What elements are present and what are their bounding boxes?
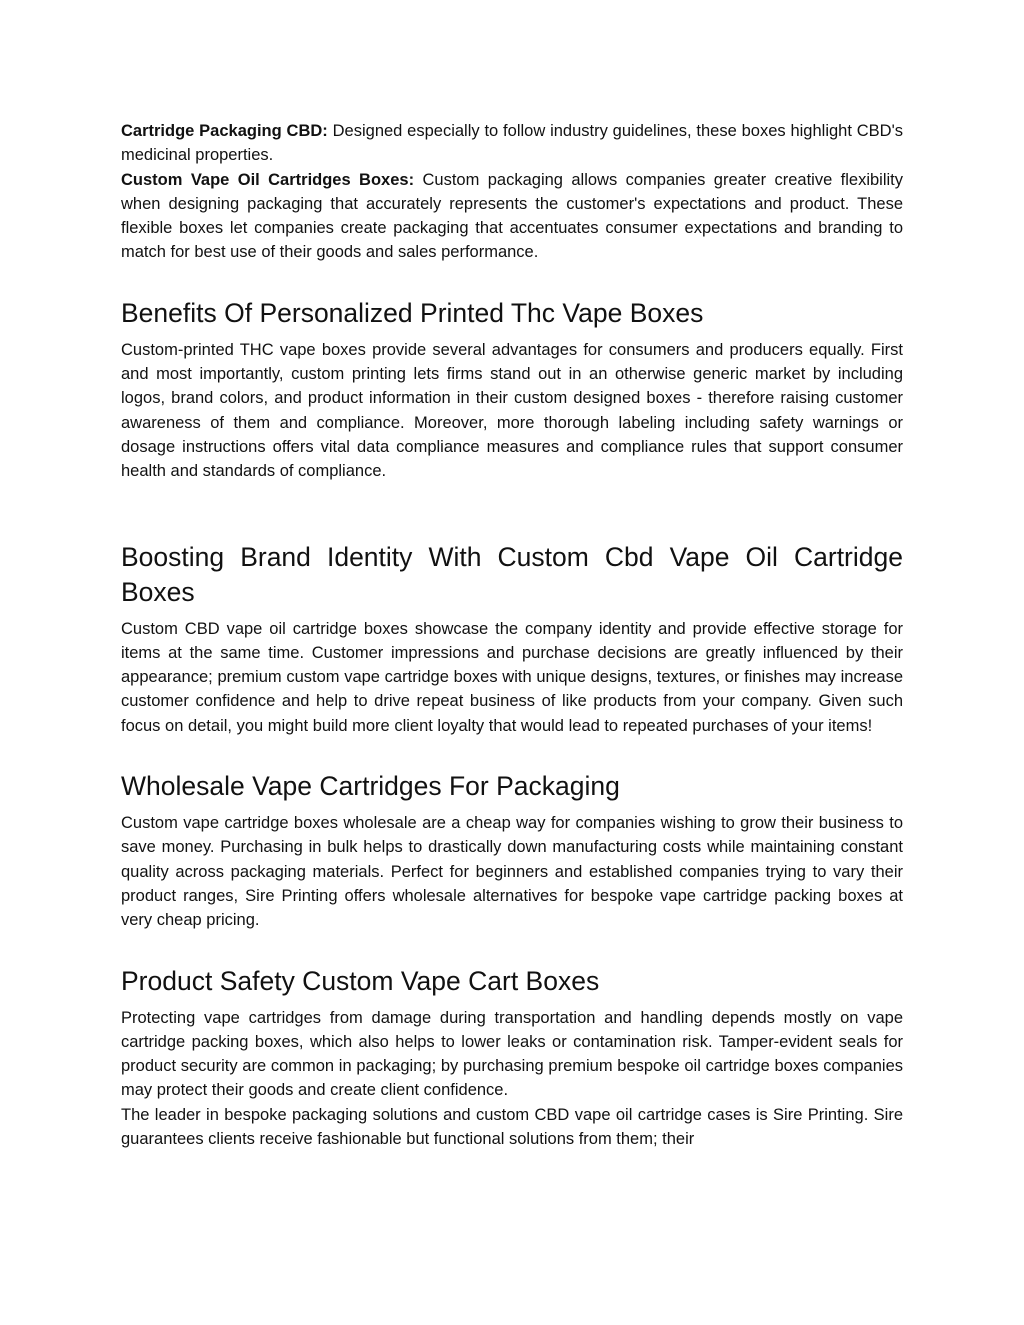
heading-brand-identity-line2: Boxes [121,576,195,607]
intro-paragraph-vape-oil-cartridges [121,168,903,265]
intro-text-vape-oil-cartridges: Custom packaging allows companies greater creative flexibility when designing packaging that accurately represents the customer's expectations and product. These flexible boxes let companies create packaging that accentuates consumer expectations and branding to match for best use of their goods and sales performance. [121,170,904,262]
intro-paragraph-cartridge-packaging [121,119,903,168]
heading-brand-identity [121,540,903,610]
heading-product-safety: Product Safety Custom Vape Cart Boxes [121,965,600,996]
document-body [121,119,903,1151]
paragraph-product-safety: Protecting vape cartridges from damage during transportation and handling depends mostly on vape cartridge packing boxes, which also helps to lower leaks or contamination risk. Tamper-evident seals for product security are common in packaging; by purchasing premium bespoke oil cartridge boxes companies may protect their goods and create client confidence. [121,1008,903,1100]
intro-text-cartridge-packaging: Designed especially to follow industry guidelines, these boxes highlight CBD's medicinal properties. [121,122,903,165]
paragraph-benefits: Custom-printed THC vape boxes provide several advantages for consumers and producers equally. First and most importantly, custom printing lets firms stand out in an otherwise generic market by including logos, brand colors, and product information in their custom designed boxes - therefore raising customer awareness of them and compliance. Moreover, more thorough labeling including safety warnings or dosage instructions offers vital data compliance measures and compliance rules that support consumer health and standards of compliance. [121,340,903,481]
paragraph-brand-identity: Custom CBD vape oil cartridge boxes showcase the company identity and provide effective storage for items at the same time. Customer impressions and purchase decisions are greatly influenced by their appearance; premium custom vape cartridge boxes with unique designs, textures, or finishes may increase customer confidence and help to drive repeat business of like products from your company. Given such focus on detail, you might build more client loyalty that would lead to repeated purchases of your items! [121,619,903,735]
heading-wholesale: Wholesale Vape Cartridges For Packaging [121,771,620,802]
heading-benefits: Benefits Of Personalized Printed Thc Vape Boxes [121,297,704,328]
intro-term-vape-oil-cartridges: Custom Vape Oil Cartridges Boxes: [121,170,415,189]
paragraph-wholesale: Custom vape cartridge boxes wholesale are a cheap way for companies wishing to grow their business to save money. Purchasing in bulk helps to drastically down manufacturing costs while maintaining constant quality across packaging materials. Perfect for beginners and established companies trying to vary their product ranges, Sire Printing offers wholesale alternatives for bespoke vape cartridge packing boxes at very cheap pricing. [121,814,903,930]
heading-brand-identity-line1: Boosting Brand Identity With Custom Cbd Vape Oil Cartridge [121,541,903,572]
paragraph-sire-printing: The leader in bespoke packaging solutions and custom CBD vape oil cartridge cases is Sire Printing. Sire guarantees clients receive fashionable but functional solutions from them; their [121,1105,903,1149]
intro-term-cartridge-packaging: Cartridge Packaging CBD: [121,122,328,140]
